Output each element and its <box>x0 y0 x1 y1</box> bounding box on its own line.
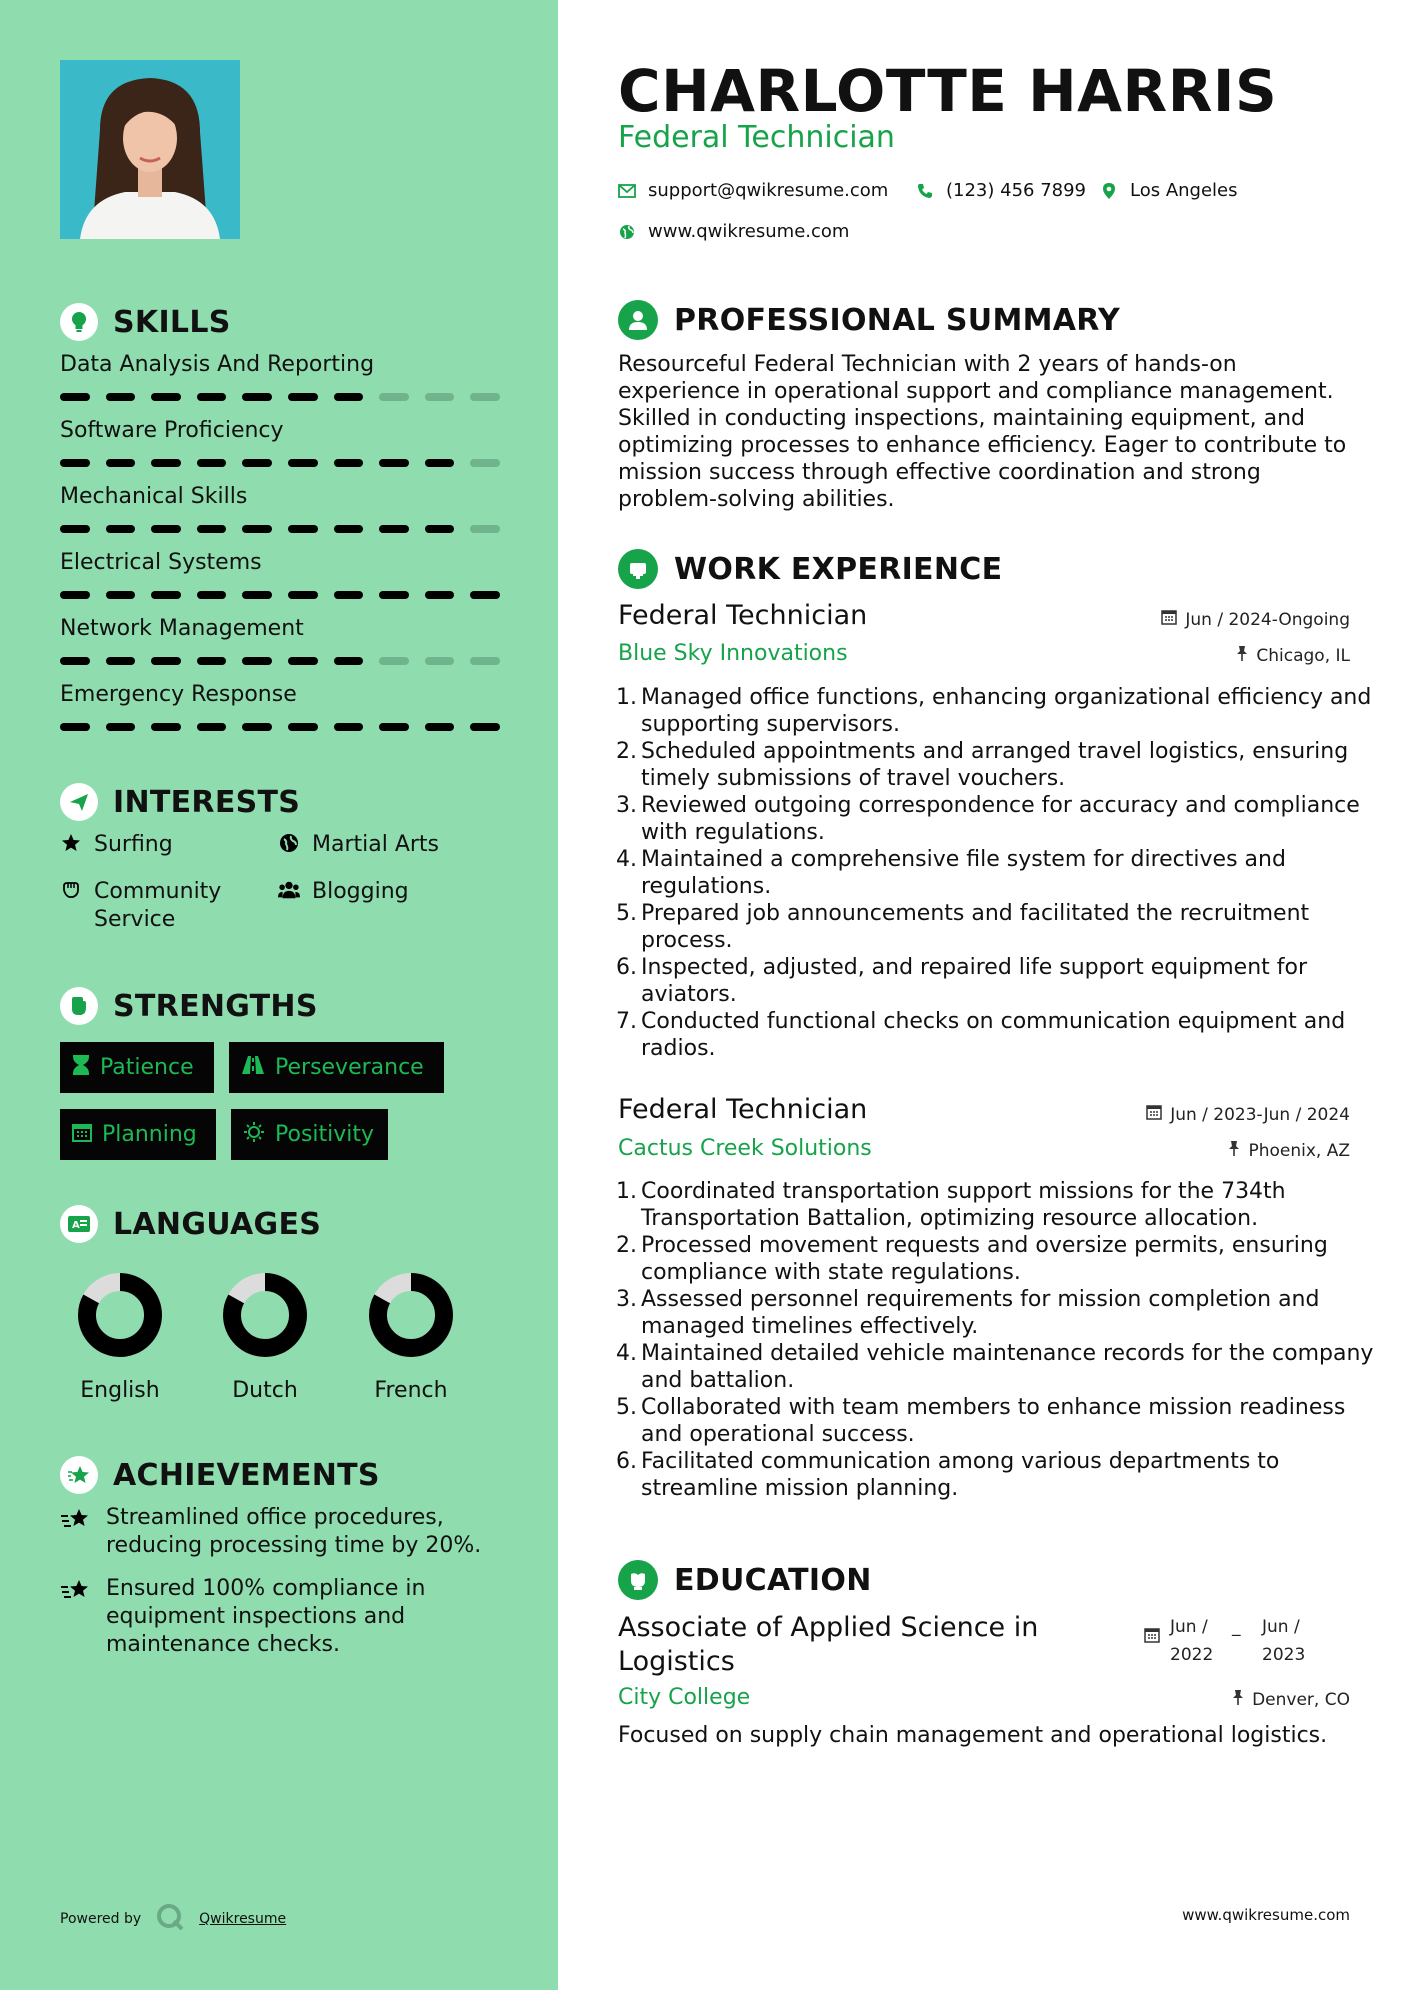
skill-item <box>60 549 500 599</box>
job-company: Cactus Creek Solutions <box>618 1136 872 1161</box>
duty-number: 2. <box>616 739 637 764</box>
duty-number: 5. <box>616 901 637 926</box>
contact-website[interactable] <box>618 221 849 242</box>
interest-label: Martial Arts <box>312 832 440 857</box>
duty-number: 4. <box>616 847 637 872</box>
strength-label: Patience <box>100 1055 194 1080</box>
duty-text: Maintained a comprehensive file system for directives and regulations. <box>641 847 1286 899</box>
strength-label: Planning <box>102 1122 197 1147</box>
skill-name: Electrical Systems <box>60 550 262 575</box>
calendar-icon <box>1161 609 1177 630</box>
job-location-text: Chicago, IL <box>1256 645 1350 666</box>
language-level-ring <box>60 1270 180 1360</box>
education-start: Jun / 2022 <box>1170 1617 1214 1665</box>
skill-level-segment <box>106 393 136 401</box>
language-name: Dutch <box>232 1378 298 1403</box>
skill-level-segment <box>334 459 364 467</box>
skill-level-segment <box>425 591 455 599</box>
education-description: Focused on supply chain management and operational logistics. <box>618 1723 1328 1748</box>
skill-level-segment <box>425 459 455 467</box>
skill-level-segment <box>242 525 272 533</box>
skill-level-segment <box>334 723 364 731</box>
strength-badge <box>231 1109 388 1160</box>
skill-level-segment <box>379 525 409 533</box>
skill-level-segment <box>288 525 318 533</box>
star-icon <box>60 831 82 859</box>
skill-item <box>60 417 500 467</box>
skill-level-segment <box>242 459 272 467</box>
email-text: support@qwikresume.com <box>648 180 889 201</box>
achievement-text: Ensured 100% compliance in equipment inspections and maintenance checks. <box>106 1576 426 1657</box>
skill-level-bar <box>60 459 500 467</box>
education-heading <box>618 1560 872 1600</box>
phone-text: (123) 456 7899 <box>946 180 1087 201</box>
paper-plane-icon <box>60 783 98 821</box>
skill-level-segment <box>334 525 364 533</box>
calendar-icon <box>1144 1613 1160 1669</box>
fist-icon <box>60 987 98 1025</box>
skill-level-segment <box>379 393 409 401</box>
interests-title: INTERESTS <box>113 784 301 820</box>
duty-number: 3. <box>616 793 637 818</box>
contact-email[interactable] <box>618 180 888 201</box>
skill-item <box>60 483 500 533</box>
skill-level-segment <box>151 393 181 401</box>
skill-level-segment <box>425 657 455 665</box>
globe-icon <box>618 223 636 241</box>
duty-number: 4. <box>616 1341 637 1366</box>
date-separator: _ <box>1232 1617 1241 1637</box>
skill-name: Network Management <box>60 616 304 641</box>
skill-level-segment <box>242 591 272 599</box>
hand-icon <box>60 878 82 934</box>
skill-level-segment <box>106 723 136 731</box>
skill-level-segment <box>288 393 318 401</box>
achievement-text: Streamlined office procedures, reducing processing time by 20%. <box>106 1505 482 1558</box>
skill-level-segment <box>60 459 90 467</box>
shooting-star-icon <box>60 1504 92 1560</box>
users-icon <box>278 878 300 906</box>
education-title: EDUCATION <box>674 1562 872 1598</box>
job-duties-list <box>616 684 1376 1062</box>
duty-item <box>616 738 1376 792</box>
duty-text: Prepared job announcements and facilitated the recruitment process. <box>641 901 1310 953</box>
duty-number: 5. <box>616 1395 637 1420</box>
summary-title: PROFESSIONAL SUMMARY <box>674 302 1121 338</box>
degree-title: Associate of Applied Science in Logistics <box>618 1612 1039 1677</box>
duty-text: Processed movement requests and oversize permits, ensuring compliance with state regulations. <box>641 1233 1328 1285</box>
interest-item <box>278 878 409 906</box>
skill-level-segment <box>470 657 500 665</box>
skill-level-segment <box>60 723 90 731</box>
profile-photo <box>60 60 240 239</box>
skill-level-segment <box>242 393 272 401</box>
candidate-name: CHARLOTTE HARRIS <box>618 57 1278 125</box>
main-content <box>558 0 1407 1990</box>
skill-level-segment <box>379 591 409 599</box>
duty-item <box>616 1340 1376 1394</box>
calendar-icon <box>72 1122 92 1148</box>
duty-text: Reviewed outgoing correspondence for accuracy and compliance with regulations. <box>641 793 1360 845</box>
duty-text: Collaborated with team members to enhance mission readiness and operational success. <box>641 1395 1346 1447</box>
skill-level-segment <box>288 723 318 731</box>
lightbulb-icon <box>60 303 98 341</box>
map-pin-icon <box>1100 182 1118 200</box>
skill-level-segment <box>106 459 136 467</box>
duty-text: Managed office functions, enhancing organizational efficiency and supporting supervisors. <box>641 685 1372 737</box>
strengths-title: STRENGTHS <box>113 988 318 1024</box>
phone-icon <box>916 182 934 200</box>
job-location <box>1228 1140 1350 1161</box>
strength-label: Perseverance <box>275 1055 424 1080</box>
duty-text: Inspected, adjusted, and repaired life support equipment for aviators. <box>641 955 1308 1007</box>
summary-heading <box>618 300 1120 340</box>
contact-phone[interactable] <box>916 180 1086 201</box>
skill-level-segment <box>197 525 227 533</box>
duty-number: 1. <box>616 685 637 710</box>
duty-item <box>616 1394 1376 1448</box>
skills-heading <box>60 303 231 341</box>
duty-number: 3. <box>616 1287 637 1312</box>
skill-level-segment <box>379 723 409 731</box>
skill-level-segment <box>60 591 90 599</box>
language-item <box>205 1270 325 1403</box>
duty-item <box>616 954 1376 1008</box>
duty-text: Scheduled appointments and arranged travel logistics, ensuring timely submissions of travel vouchers. <box>641 739 1349 791</box>
skill-level-bar <box>60 591 500 599</box>
skill-level-segment <box>197 459 227 467</box>
interests-heading <box>60 783 300 821</box>
job-duties-list <box>616 1178 1376 1502</box>
skill-level-segment <box>60 525 90 533</box>
shooting-star-icon <box>60 1575 92 1659</box>
calendar-icon <box>1146 1104 1162 1125</box>
skills-title: SKILLS <box>113 304 231 340</box>
skill-item <box>60 615 500 665</box>
graduation-icon <box>618 1560 658 1600</box>
skill-level-segment <box>242 657 272 665</box>
pushpin-icon <box>1232 1689 1244 1710</box>
skill-level-segment <box>379 459 409 467</box>
location-text: Los Angeles <box>1130 180 1238 201</box>
website-text: www.qwikresume.com <box>648 221 850 242</box>
education-dates <box>1144 1613 1314 1669</box>
skill-level-segment <box>60 393 90 401</box>
skill-level-segment <box>197 591 227 599</box>
interest-label: Surfing <box>94 832 173 857</box>
achievement-item <box>60 1504 500 1560</box>
job-company: Blue Sky Innovations <box>618 641 848 666</box>
skill-level-segment <box>106 591 136 599</box>
duty-text: Assessed personnel requirements for mission completion and managed timelines effectively. <box>641 1287 1320 1339</box>
skill-level-segment <box>425 525 455 533</box>
svg-text:A: A <box>72 1220 80 1231</box>
duty-item <box>616 846 1376 900</box>
skill-level-segment <box>334 393 364 401</box>
school-name: City College <box>618 1685 751 1710</box>
skill-level-segment <box>425 723 455 731</box>
skill-level-bar <box>60 723 500 731</box>
interest-item <box>278 831 439 859</box>
powered-by <box>60 1902 286 1936</box>
globe-icon <box>278 831 300 859</box>
strengths-heading <box>60 987 318 1025</box>
skill-level-segment <box>60 657 90 665</box>
duty-number: 2. <box>616 1233 637 1258</box>
skill-name: Emergency Response <box>60 682 297 707</box>
language-name: French <box>374 1378 448 1403</box>
duty-text: Conducted functional checks on communication equipment and radios. <box>641 1009 1346 1061</box>
skill-level-segment <box>288 459 318 467</box>
sun-icon <box>243 1121 265 1149</box>
strength-badge <box>60 1042 214 1093</box>
duty-item <box>616 900 1376 954</box>
skill-name: Data Analysis And Reporting <box>60 352 375 377</box>
job-dates-text: Jun / 2024-Ongoing <box>1185 609 1350 630</box>
skill-level-segment <box>106 525 136 533</box>
sidebar <box>0 0 558 1990</box>
skill-level-segment <box>334 591 364 599</box>
skill-level-segment <box>151 525 181 533</box>
skill-level-segment <box>425 393 455 401</box>
job-title: Federal Technician <box>618 1094 868 1125</box>
envelope-icon <box>618 182 636 200</box>
contact-location <box>1100 180 1238 201</box>
skill-level-segment <box>288 657 318 665</box>
duty-number: 7. <box>616 1009 637 1034</box>
skill-name: Mechanical Skills <box>60 484 248 509</box>
job-dates <box>1161 609 1350 630</box>
duty-text: Facilitated communication among various departments to streamline mission planning. <box>641 1449 1280 1501</box>
strength-badge <box>229 1042 444 1093</box>
skill-level-bar <box>60 393 500 401</box>
skill-name: Software Proficiency <box>60 418 284 443</box>
pushpin-icon <box>1236 645 1248 666</box>
job-dates-text: Jun / 2023-Jun / 2024 <box>1170 1104 1350 1125</box>
skill-level-segment <box>151 723 181 731</box>
duty-item <box>616 1008 1376 1062</box>
strength-badge <box>60 1109 216 1160</box>
skill-level-bar <box>60 657 500 665</box>
qwikresume-link[interactable]: Qwikresume <box>199 1911 287 1927</box>
skill-level-segment <box>470 591 500 599</box>
skill-item <box>60 351 500 401</box>
job-location <box>1236 645 1350 666</box>
skill-level-segment <box>470 459 500 467</box>
skill-level-segment <box>470 723 500 731</box>
languages-heading <box>60 1205 321 1243</box>
skill-level-segment <box>151 657 181 665</box>
duty-number: 6. <box>616 1449 637 1474</box>
job-title: Federal Technician <box>618 600 868 631</box>
qwikresume-logo-icon <box>155 1902 185 1936</box>
duty-number: 6. <box>616 955 637 980</box>
hourglass-icon <box>72 1054 90 1082</box>
skill-level-segment <box>151 459 181 467</box>
skill-level-segment <box>379 657 409 665</box>
school-location <box>1232 1689 1350 1710</box>
duty-text: Coordinated transportation support missions for the 734th Transportation Battalion, optimizing resource allocation. <box>641 1179 1286 1231</box>
achievements-title: ACHIEVEMENTS <box>113 1457 380 1493</box>
job-location-text: Phoenix, AZ <box>1248 1140 1350 1161</box>
road-icon <box>241 1055 265 1081</box>
education-end: Jun / 2023 <box>1262 1617 1306 1665</box>
duty-item <box>616 1286 1376 1340</box>
achievements-heading <box>60 1456 380 1494</box>
skill-level-segment <box>197 723 227 731</box>
skill-level-segment <box>197 393 227 401</box>
skill-level-bar <box>60 525 500 533</box>
summary-text: Resourceful Federal Technician with 2 years of hands-on experience in operational support and compliance management. Skilled in conducting inspections, maintaining equipment, and optimizing processes to enhance efficiency. Eager to contribute to mission success through effective coordination and strong problem-solving abilities. <box>618 352 1347 512</box>
interest-label: Community Service <box>94 879 222 932</box>
candidate-title: Federal Technician <box>618 120 895 155</box>
duty-item <box>616 792 1376 846</box>
interest-item <box>60 831 173 859</box>
language-level-ring <box>351 1270 471 1360</box>
skill-item <box>60 681 500 731</box>
skill-level-segment <box>288 591 318 599</box>
skill-level-segment <box>334 657 364 665</box>
strength-label: Positivity <box>275 1122 375 1147</box>
duty-item <box>616 684 1376 738</box>
interest-item <box>60 878 250 934</box>
footer-url[interactable]: www.qwikresume.com <box>1182 1906 1350 1924</box>
language-name: English <box>80 1378 160 1403</box>
duty-number: 1. <box>616 1179 637 1204</box>
job-dates <box>1146 1104 1350 1125</box>
interest-label: Blogging <box>312 879 409 904</box>
school-location-text: Denver, CO <box>1252 1689 1350 1710</box>
briefcase-icon <box>618 549 658 589</box>
language-item <box>60 1270 180 1403</box>
languages-title: LANGUAGES <box>113 1206 322 1242</box>
experience-title: WORK EXPERIENCE <box>674 551 1003 587</box>
skill-level-segment <box>197 657 227 665</box>
skill-level-segment <box>242 723 272 731</box>
achievement-star-icon <box>60 1456 98 1494</box>
skill-level-segment <box>470 525 500 533</box>
duty-text: Maintained detailed vehicle maintenance records for the company and battalion. <box>641 1341 1374 1393</box>
pushpin-icon <box>1228 1140 1240 1161</box>
language-icon <box>60 1205 98 1243</box>
language-item <box>351 1270 471 1403</box>
experience-heading <box>618 549 1002 589</box>
skill-level-segment <box>151 591 181 599</box>
user-icon <box>618 300 658 340</box>
powered-by-label: Powered by <box>60 1911 142 1927</box>
duty-item <box>616 1178 1376 1232</box>
duty-item <box>616 1448 1376 1502</box>
duty-item <box>616 1232 1376 1286</box>
achievement-item <box>60 1575 500 1659</box>
skill-level-segment <box>106 657 136 665</box>
language-level-ring <box>205 1270 325 1360</box>
skill-level-segment <box>470 393 500 401</box>
